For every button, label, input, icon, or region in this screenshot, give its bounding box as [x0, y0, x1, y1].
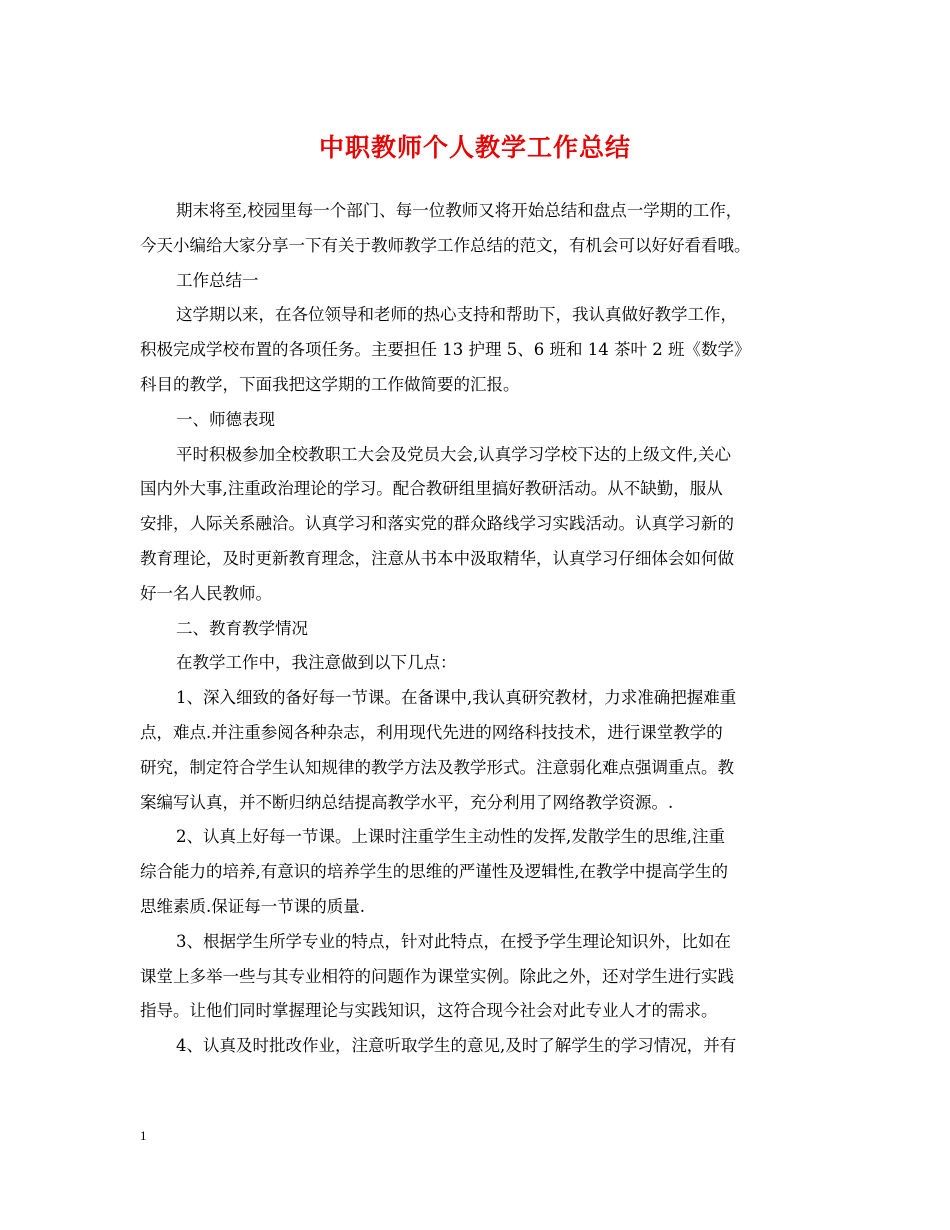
- text-line: 3、根据学生所学专业的特点，针对此特点，在授予学生理论知识外，比如在: [176, 931, 731, 951]
- text-line: 案编写认真，并不断归纳总结提高教学水平，充分利用了网络教学资源。.: [140, 792, 674, 812]
- text-line: 科目的教学，下面我把这学期的工作做简要的汇报。: [140, 374, 520, 394]
- text-line: 今天小编给大家分享一下有关于教师教学工作总结的范文，有机会可以好好看看哦。: [140, 235, 751, 255]
- text-line: 国内外大事,注重政治理论的学习。配合教研组里搞好教研活动。从不缺勤，服从: [140, 479, 723, 499]
- text-line: 工作总结一: [176, 270, 259, 290]
- page-number: 1: [140, 1128, 147, 1143]
- text-line: 指导。让他们同时掌握理论与实践知识，这符合现今社会对此专业人才的需求。: [140, 1001, 718, 1021]
- text-line: 1、深入细致的备好每一节课。在备课中,我认真研究教材，力求准确把握难重: [176, 688, 737, 708]
- text-line: 在教学工作中，我注意做到以下几点：: [176, 653, 457, 673]
- text-line: 二、教育教学情况: [176, 618, 308, 638]
- document-title: 中职教师个人教学工作总结: [318, 133, 631, 162]
- text-line: 期末将至,校园里每一个部门、每一位教师又将开始总结和盘点一学期的工作，: [176, 201, 743, 220]
- text-line: 一、师德表现: [176, 409, 275, 429]
- text-line: 综合能力的培养,有意识的培养学生的思维的严谨性及逻辑性,在教学中提高学生的: [140, 862, 728, 882]
- text-line: 这学期以来，在各位领导和老师的热心支持和帮助下，我认真做好教学工作，: [176, 305, 737, 325]
- text-line: 2、认真上好每一节课。上课时注重学生主动性的发挥,发散学生的思维,注重: [176, 827, 725, 847]
- text-line: 教育理论，及时更新教育理念，注意从书本中汲取精华，认真学习仔细体会如何做: [140, 548, 734, 568]
- document-body: [140, 194, 810, 1064]
- text-line: 平时积极参加全校教职工大会及党员大会,认真学习学校下达的上级文件,关心: [176, 444, 731, 464]
- text-line: 安排，人际关系融洽。认真学习和落实党的群众路线学习实践活动。认真学习新的: [140, 514, 734, 534]
- text-line: 思维素质.保证每一节课的质量.: [140, 896, 365, 916]
- text-line: 4、认真及时批改作业，注意听取学生的意见,及时了解学生的学习情况，并有: [176, 1036, 737, 1056]
- text-line: 点，难点.并注重参阅各种杂志，利用现代先进的网络科技技术，进行课堂教学的: [140, 722, 723, 742]
- text-line: 课堂上多举一些与其专业相符的问题作为课堂实例。除此之外，还对学生进行实践: [140, 966, 734, 986]
- text-line: 研究，制定符合学生认知规律的教学方法及教学形式。注意弱化难点强调重点。教: [140, 757, 734, 777]
- text-line: 好一名人民教师。: [140, 583, 272, 603]
- text-line: 积极完成学校布置的各项任务。主要担任 13 护理 5、6 班和 14 茶叶 2 班《数学》: [140, 340, 751, 360]
